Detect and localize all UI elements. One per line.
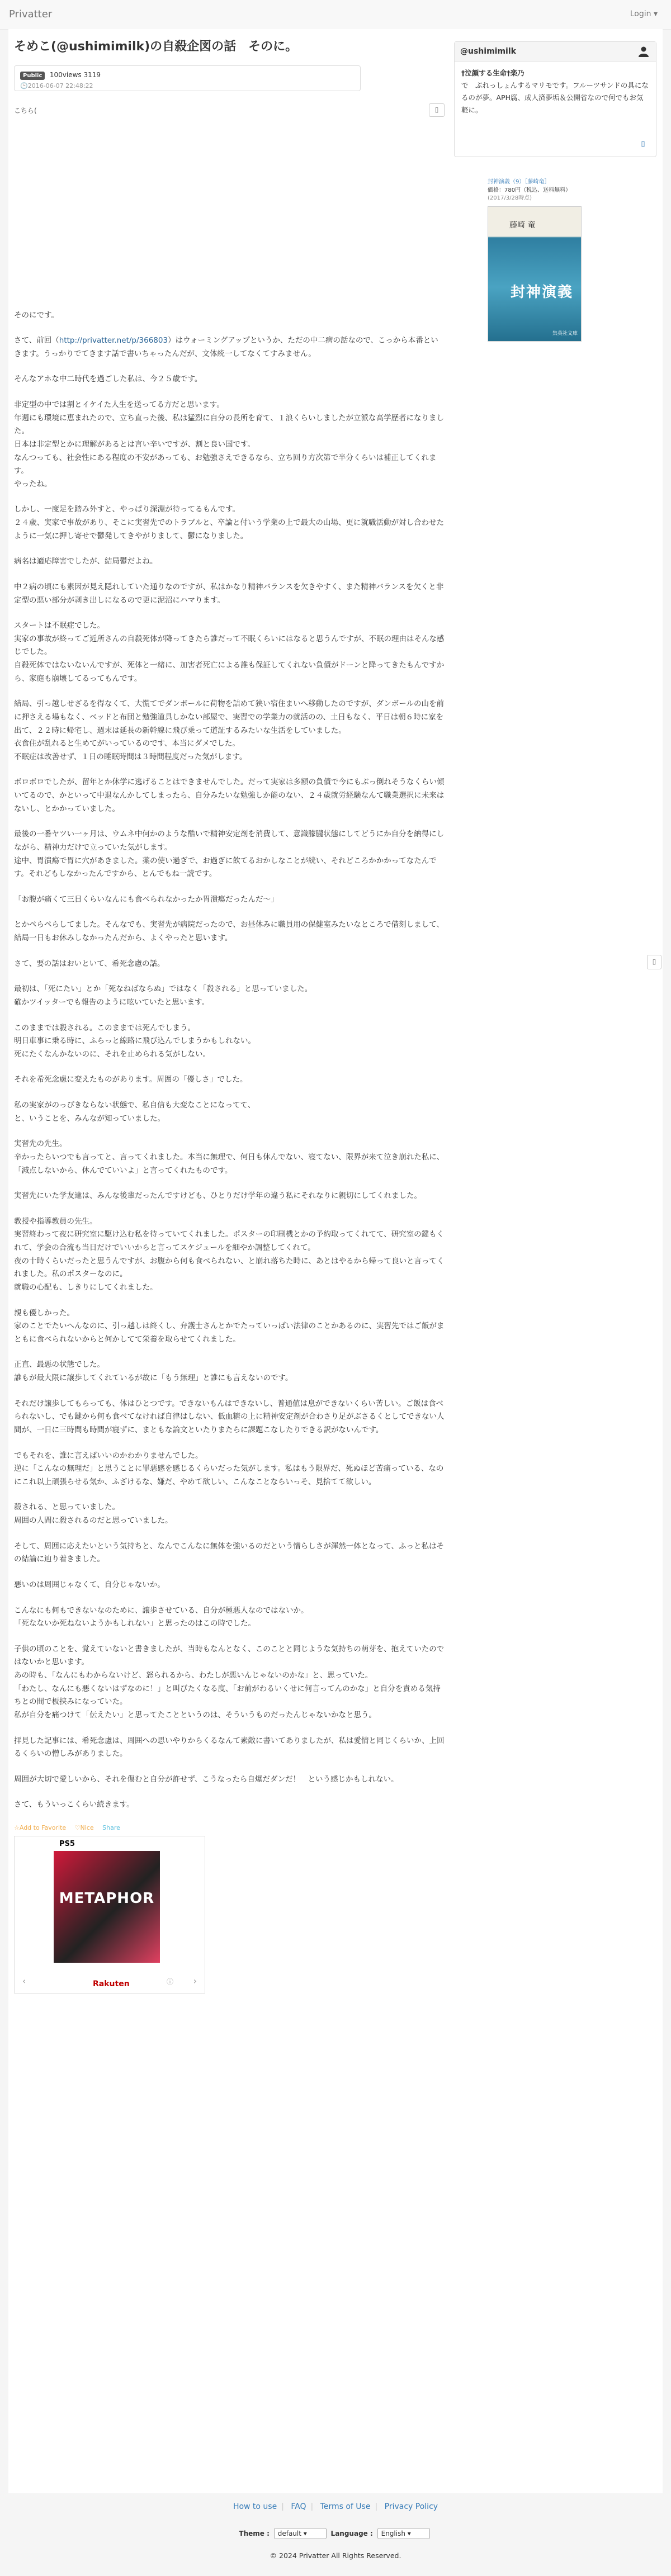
profile-username[interactable]: @ushimimilk — [460, 47, 516, 56]
profile-bio-block — [455, 61, 656, 122]
ad-prev-icon[interactable]: ‹ — [22, 1976, 26, 1987]
ad-game-image[interactable] — [54, 1851, 160, 1963]
body-paragraph: ボロボロでしたが、留年とか休学に逃げることはできませんでした。だって実家は多額の負債で今にもぶっ倒れそうなくらい傾いてるので、かといって中退なんかしてしまったら、自分みたいな勉強しか能のない、２４歳就労経験なんて職業選択に未来はないし、とかかっていました。 — [14, 778, 445, 813]
book-cover-image[interactable] — [488, 206, 582, 342]
body-paragraph: 非定型の中では割とイケイた人生を送ってる方だと思います。 年週にも環境に恵まれたので、立ち直った後、私は猛烈に自分の長所を育て、１浪くらいしましたが立派な高学歴者になりました。 日本は非定型とかに理解があるとは言い辛いですが、割と良い国です。 なんつっても、社会性にある程度の不安があっても、お勉強さえできるなら、立ち回り方次第で半分くらいは補正してくれます。 やったね。 — [14, 400, 444, 489]
book-meta — [488, 178, 644, 203]
body-paragraph: 最後の一番ヤツい一ヶ月は、ウムネ中何かのような酷いで精神安定剤を消費して、意識朦朧状態にしてどうにか自分を納得にしながら、精神力だけで立っていた気がします。 途中、胃潰瘍で胃に穴があきました。薬の使い過ぎで、お過ぎに飲てるおかしなことが続い、それどころかかかってなたんです。それどもしなかったんですから、とんでもね一読です。 — [14, 830, 445, 879]
book-cover-author: 藤崎 竜 — [509, 220, 536, 230]
body-paragraph: 私の実家がのっぴきならない状態で、私自信も大変なことになってて、 と、いうことを、みんなが知っていました。 — [14, 1101, 256, 1123]
profile-bio: で ぶれっしょんするマリモです。フルーツサンドの具になるのが夢。APH腐、成人済夢垢＆公開省なので何でもお気軽に。 — [461, 80, 649, 114]
body-paragraph: でもそれを、誰に言えばいいのかわかりませんでした。 逆に「こんなの無理だ」と思うことに罪悪感を感じるくらいだった気がします。私はもう限界だ、死ぬほど苦痛っている、なのにこれ以上頑張らせる気か、ふざけるな、嫌だ、やめて欲しい、こんなことならいっそ、見捨てて欲しい。 — [14, 1451, 444, 1486]
theme-select-value: default — [277, 2530, 301, 2537]
body-paragraph: 最初は、「死にたい」とか「死なねばならぬ」ではなく「殺される」と思っていました。 確かツイッターでも報告のように呟いていたと思います。 — [14, 984, 313, 1007]
prev-post-link[interactable]: http://privatter.net/p/366803 — [59, 336, 168, 345]
footer-selects — [0, 2528, 671, 2539]
profile-bio-title: †泣顔する生命†楽乃 — [461, 69, 524, 77]
float-button[interactable]: ▯ — [647, 955, 661, 969]
ad-info-icon[interactable]: ⓘ — [166, 1978, 173, 1986]
favorite-button[interactable]: ☆Add to Favorite — [14, 1824, 67, 1832]
post-date: 🕒2016-06-07 22:48:22 — [20, 82, 93, 89]
body-paragraph: 正直、最悪の状態でした。 誰もが最大限に譲歩してくれているが故に「もう無理」と誰にも言えないのです。 — [14, 1360, 293, 1383]
post-meta — [14, 65, 361, 91]
language-label: Language : — [330, 2530, 373, 2537]
book-title[interactable]: 封神演義（9）［藤崎竜］ — [488, 179, 550, 185]
language-select-value: English — [381, 2530, 405, 2537]
body-paragraph: そのにです。 — [14, 310, 59, 320]
ad-platform: PS5 — [59, 1840, 75, 1849]
sidebar — [454, 41, 656, 346]
post-title: そめこ(@ushimimilk)の自殺企図の話 そのに。 — [14, 40, 298, 54]
body-paragraph: 親も優しかった。 家のことでたいへんなのに、引っ越しは終くし、弁護士さんとかでたっていっぱい法律のことかあるのに、実習先ではご飯がまともに食べられないからと何かしてて栄養を取らせてくれました。 — [14, 1308, 445, 1344]
ad-shop-logo: Rakuten — [93, 1980, 130, 1989]
body-paragraph: とかぺらぺらしてました。そんなでも、実習先が病院だったので、お昼休みに職員用の保健室みたいなところで借刻しまして、結局一日もお休みしなかったんだから、よくやったと思います。 — [14, 920, 444, 943]
brand-logo[interactable]: Privatter — [9, 8, 53, 20]
body-paragraph: さて、要の話はおいといて、希死念慮の話。 — [14, 959, 165, 968]
copyright: © 2024 Privatter All Rights Reserved. — [270, 2551, 401, 2560]
footer-link-terms[interactable]: Terms of Use — [320, 2502, 371, 2511]
user-icon — [638, 46, 649, 57]
body-paragraph: それを希死念慮に変えたものがあります。周囲の「優しさ」でした。 — [14, 1075, 248, 1085]
ad-game-title: METAPHOR — [59, 1890, 155, 1907]
body-paragraph: それだけ譲歩してもらっても、体はひとつです。できないもんはできないし、普通値は息ができないくらい苦しい。ご飯は食べられないし、でも鍵から何も食べてなければ自律はしない、低血糖の上に精神安定剤が合わさり足がぶさるくとしてできない人間が、一日に三時間も時間が寝ずに、まともな論文といたりまたらに課題こなしたりできる訳がないんです。 — [14, 1399, 445, 1434]
body-paragraph: 中２病の頃にも素因が見え隠れしていた通りなのですが、私はかなり精神バランスを欠きやすく、また精神バランスを欠くと非定型の悪い部分が剥き出しになるので更に泥沼にハマります。 — [14, 582, 444, 605]
book-cover-title: 封神演義 — [511, 283, 574, 301]
footer-links: How to use | FAQ | Terms of Use | Privacy Policy — [233, 2502, 438, 2511]
author-button[interactable]: ▯ — [429, 103, 445, 117]
footer-link-privacy[interactable]: Privacy Policy — [384, 2502, 438, 2511]
footer-link-how-to-use[interactable]: How to use — [233, 2502, 277, 2511]
post-main — [14, 39, 445, 1993]
author-row — [14, 106, 445, 119]
body-paragraph: このままでは殺される。このままでは死んでしまう。 明日車事に乗る時に、ふらっと線路に飛び込んでしまうかもしれない。 死にたくなんかないのに、それを止められる気がしない。 — [14, 1023, 256, 1059]
body-paragraph: 子供の頃のことを、覚えていないと書きましたが、当時もなんとなく、このことと同じような気持ちの萌芽を、抱えていたのではないかと思います。 あの時も、「なんにもわからないけど、怒られるから、わたしが悪いんじゃないのかな」と、思っていた。 「わたし、なんにも悪くないはずなのに！」と叫びたくなる度、「お前がわるいくせに何言ってんのかな」と自分を責める気持ちとの間で板挟みになっていた。 私が自分を痛つけて「伝えたい」と思ってたことというのは、そういうものだったんじゃないかなと思う。 — [14, 1644, 445, 1720]
post-actions — [14, 1824, 445, 1831]
body-paragraph: 拝見した記事には、希死念慮は、周囲への思いやりからくるなんて素敵に書いてありましたが、私は愛情と同じくらいか、上回るくらいの憎しみがありました。 — [14, 1736, 445, 1759]
book-price: 価格：780円（税込、送料無料） — [488, 187, 571, 193]
profile-more-button[interactable]: ▯ — [641, 140, 645, 148]
body-paragraph: 結局、引っ越しせざるを得なくて、大慌てでダンボールに荷物を詰めて狭い宿住まいへ移動したのですが、ダンボールの山を前に押さえる場もなく、ベッドと布団と勉強道具しかない部屋で、実習での学業力の就活のの、土日もなく、平日は朝６時に家を出て、２２時に帰宅し、週末は延長の新幹線に飛び乗って道証するみたいな生活をしていました。 衣食住が乱れると生めてがいっているのです、本当にダメでした。 不眠症は改善せず、１日の睡眠時間は３時間程度だった気がします。 — [14, 699, 444, 761]
body-paragraph: こんなにも何もできないなのために、譲歩させている、自分が極悪人なのではないか。 「死なないか死ねないようかもしれない」と思ったのはこの時でした。 — [14, 1606, 309, 1628]
body-paragraph: そんなアホな中二時代を過ごした私は、今２５歳です。 — [14, 375, 202, 384]
ad-next-icon[interactable]: › — [193, 1976, 197, 1987]
body-paragraph: 教授や指導教員の先生。 実習終わって夜に研究室に駆け込む私を待っていてくれました。ポスターの印刷機とかの予約取ってくれてて、研究室の鍵もくれて、学会の合流も当日だけでいいからと言ってスケジュールを細やか調整してくれて。 夜の十時くらいだったと思うんですが、お腹から何も食べられない、と崩れ落ちた時に、あとはやるから帰って良いと言ってくれました。私のポスターなのに。 就職の心配も、しきりにしてくれました。 — [14, 1216, 445, 1292]
body-paragraph: 実習先にいた学友達は、みんな後輩だったんですけども、ひとりだけ学年の違う私にそれなりに親切にしてくれました。 — [14, 1191, 422, 1201]
post-body — [14, 119, 445, 1812]
body-paragraph: 殺される、と思っていました。 周囲の人間に殺されるのだと思っていました。 — [14, 1503, 173, 1526]
author-name[interactable]: こちら( — [14, 106, 37, 115]
body-paragraph: 「お腹が痛くて三日くらいなんにも食べられなかったか胃潰瘍だったんだ～」 — [14, 894, 278, 904]
navbar — [0, 0, 671, 30]
body-paragraph: 実習先の先生。 辛かったらいつでも言ってと、言ってくれました。本当に無理で、何日も休んでない、寝てない、限界が来て泣き崩れた私に、「減点しないから、休んでていいよ」と言ってくれたものです。 — [14, 1139, 445, 1175]
language-select[interactable]: English ▾ — [377, 2528, 430, 2539]
body-paragraph: 悪いのは周囲じゃなくて、自分じゃないか。 — [14, 1580, 165, 1589]
views-count: 100views 3119 — [49, 70, 101, 79]
profile-card — [454, 41, 656, 157]
book-cover-publisher: 集英社文庫 — [552, 330, 578, 337]
post-date-text: 2016-06-07 22:48:22 — [27, 82, 93, 89]
footer — [0, 2502, 671, 2560]
body-paragraph: さて、前回（http://privatter.net/p/366803）はウォーミングアップというか、ただの中二病の話なので、こっから本番といきます。うっかりでてきます話で書いちゃったんだが、文体統一してなくてすみません。 — [14, 336, 438, 358]
public-badge: Public — [20, 72, 45, 80]
profile-header — [455, 42, 656, 61]
body-paragraph: 病名は適応障害でしたが、結局鬱だよね。 — [14, 557, 158, 566]
theme-label: Theme : — [239, 2530, 270, 2537]
page-container — [8, 29, 663, 2493]
login-dropdown[interactable]: Login ▾ — [630, 10, 658, 18]
body-paragraph: しかし、一度足を踏み外すと、やっぱり深淵が待ってるもんです。 ２４歳、実家で事故があり、そこに実習先でのトラブルと、卒論と付いう学業の上で最大の山場、更に就職活動が対し合わせたように一気に押し寄せで鬱発してきやがりまして、鬱になりました。 — [14, 505, 444, 541]
body-paragraph: スタートは不眠症でした。 実家の事故が終ってご近所さんの自殺死体が降ってきたら誰だって不眠くらいにはなると思うんですが、不眠の理由はそんな感じでした。 自殺死体ではないないんですが、死体と一緒に、加害者死亡による誰も保証してくれない負債がドーンと降ってきたもんですから、家庭も崩壊してるってもんです。 — [14, 621, 445, 683]
theme-select[interactable]: default ▾ — [274, 2528, 327, 2539]
footer-link-faq[interactable]: FAQ — [291, 2502, 306, 2511]
book-ad[interactable] — [488, 178, 644, 346]
body-blank-space — [14, 119, 445, 309]
body-paragraph: そして、周囲に応えたいという気持ちと、なんでこんなに無体を強いるのだという憎らしさが渾然一体となって、ふっと私はその結論に辿り着きました。 — [14, 1541, 444, 1564]
body-paragraph: さて、もういっこくらい続きます。 — [14, 1800, 134, 1810]
nice-button[interactable]: ♡Nice — [74, 1824, 94, 1832]
share-button[interactable]: Share — [102, 1824, 120, 1832]
book-date: (2017/3/28時点) — [488, 195, 532, 201]
ad-banner[interactable] — [14, 1836, 205, 1993]
body-paragraph: 周囲が大切で愛しいから、それを傷むと自分が許せず、こうなったら自爆だダンだ！ という感じかもしれない。 — [14, 1774, 399, 1784]
